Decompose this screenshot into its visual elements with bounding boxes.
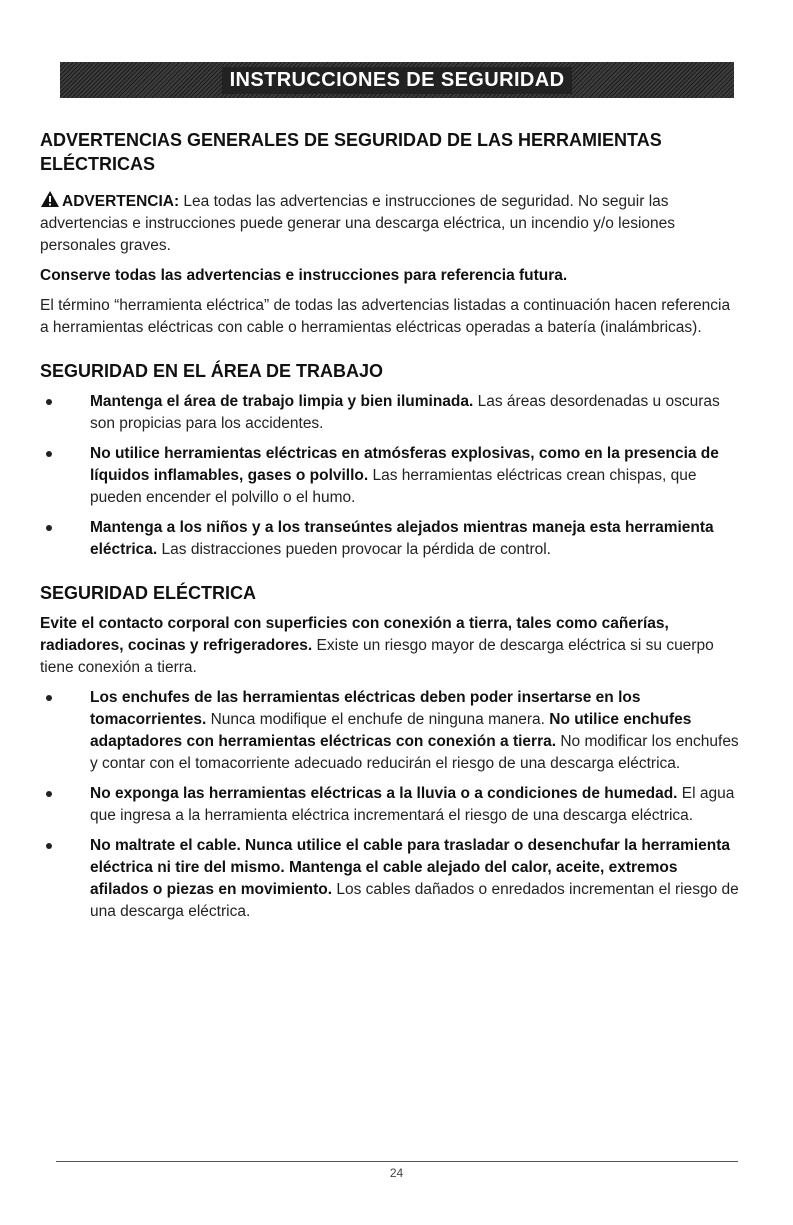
intro-text: Existe un riesgo mayor de descarga eléctrica si su cuerpo tiene conexión a tierra. (40, 637, 714, 676)
electrical-intro (40, 613, 740, 679)
save-notice (40, 265, 740, 287)
item-bold: No utilice herramientas eléctricas en atmósferas explosivas, como en la presencia de líquidos inflamables, gases o polvillo. (90, 445, 719, 484)
page-content (40, 128, 740, 931)
item-text: Las distracciones pueden provocar la pérdida de control. (157, 541, 551, 558)
main-heading: ADVERTENCIAS GENERALES DE SEGURIDAD DE LAS HERRAMIENTAS ELÉCTRICAS (40, 130, 662, 174)
item-text: Las herramientas eléctricas crean chispas, que pueden encender el polvillo o el humo. (90, 467, 697, 506)
intro-bold: Evite el contacto corporal con superficies con conexión a tierra, tales como cañerías, radiadores, cocinas y refrigeradores. (40, 615, 669, 654)
item-text: El agua que ingresa a la herramienta eléctrica incrementará el riesgo de una descarga eléctrica. (90, 785, 735, 824)
warning-triangle-icon (40, 190, 60, 208)
list-item (40, 517, 740, 561)
save-notice-text: Conserve todas las advertencias e instrucciones para referencia futura. (40, 267, 568, 284)
bullet-icon (46, 451, 52, 457)
work-area-list (40, 391, 740, 561)
item-text: No modificar los enchufes y contar con el tomacorriente adecuado reducirán el riesgo de una descarga eléctrica. (90, 733, 739, 772)
section-banner (60, 62, 734, 98)
footer-divider (56, 1161, 738, 1162)
warning-paragraph (40, 188, 740, 257)
list-item (40, 687, 740, 775)
item-bold: No exponga las herramientas eléctricas a la lluvia o a condiciones de humedad. (90, 785, 678, 802)
list-item (40, 391, 740, 435)
electrical-list (40, 687, 740, 923)
bullet-icon (46, 399, 52, 405)
bullet-icon (46, 843, 52, 849)
page-number: 24 (389, 1166, 404, 1180)
banner-title: INSTRUCCIONES DE SEGURIDAD (222, 67, 573, 94)
item-bold: No maltrate el cable. Nunca utilice el cable para trasladar o desenchufar la herramienta eléctrica ni tire del mismo. Mantenga el cable alejado del calor, aceite, extremos afilados o piezas en movimiento. (90, 837, 731, 898)
bullet-icon (46, 791, 52, 797)
item-bold: Mantenga el área de trabajo limpia y bien iluminada. (90, 393, 474, 410)
item-bold: Los enchufes de las herramientas eléctricas deben poder insertarse en los tomacorrientes. (90, 689, 641, 728)
list-item (40, 835, 740, 923)
item-bold: No utilice enchufes adaptadores con herramientas eléctricas con conexión a tierra. (90, 711, 692, 750)
warning-label: ADVERTENCIA: (62, 193, 180, 210)
bullet-icon (46, 525, 52, 531)
item-text: Los cables dañados o enredados incrementan el riesgo de una descarga eléctrica. (90, 881, 739, 920)
list-item (40, 443, 740, 509)
work-area-heading: SEGURIDAD EN EL ÁREA DE TRABAJO (40, 361, 384, 381)
item-text: Nunca modifique el enchufe de ninguna manera. (206, 711, 550, 728)
list-item (40, 783, 740, 827)
warning-text: Lea todas las advertencias e instrucciones de seguridad. No seguir las advertencias e instrucciones puede generar una descarga eléctrica, un incendio y/o lesiones personales graves. (40, 193, 676, 254)
definition-paragraph: El término “herramienta eléctrica” de todas las advertencias listadas a continuación hacen referencia a herramientas eléctricas con cable o herramientas eléctricas operadas a batería (inalámbricas). (40, 297, 731, 336)
electrical-heading: SEGURIDAD ELÉCTRICA (40, 583, 257, 603)
item-text: Las áreas desordenadas u oscuras son propicias para los accidentes. (90, 393, 720, 432)
bullet-icon (46, 695, 52, 701)
item-bold: Mantenga a los niños y a los transeúntes alejados mientras maneja esta herramienta eléctrica. (90, 519, 714, 558)
